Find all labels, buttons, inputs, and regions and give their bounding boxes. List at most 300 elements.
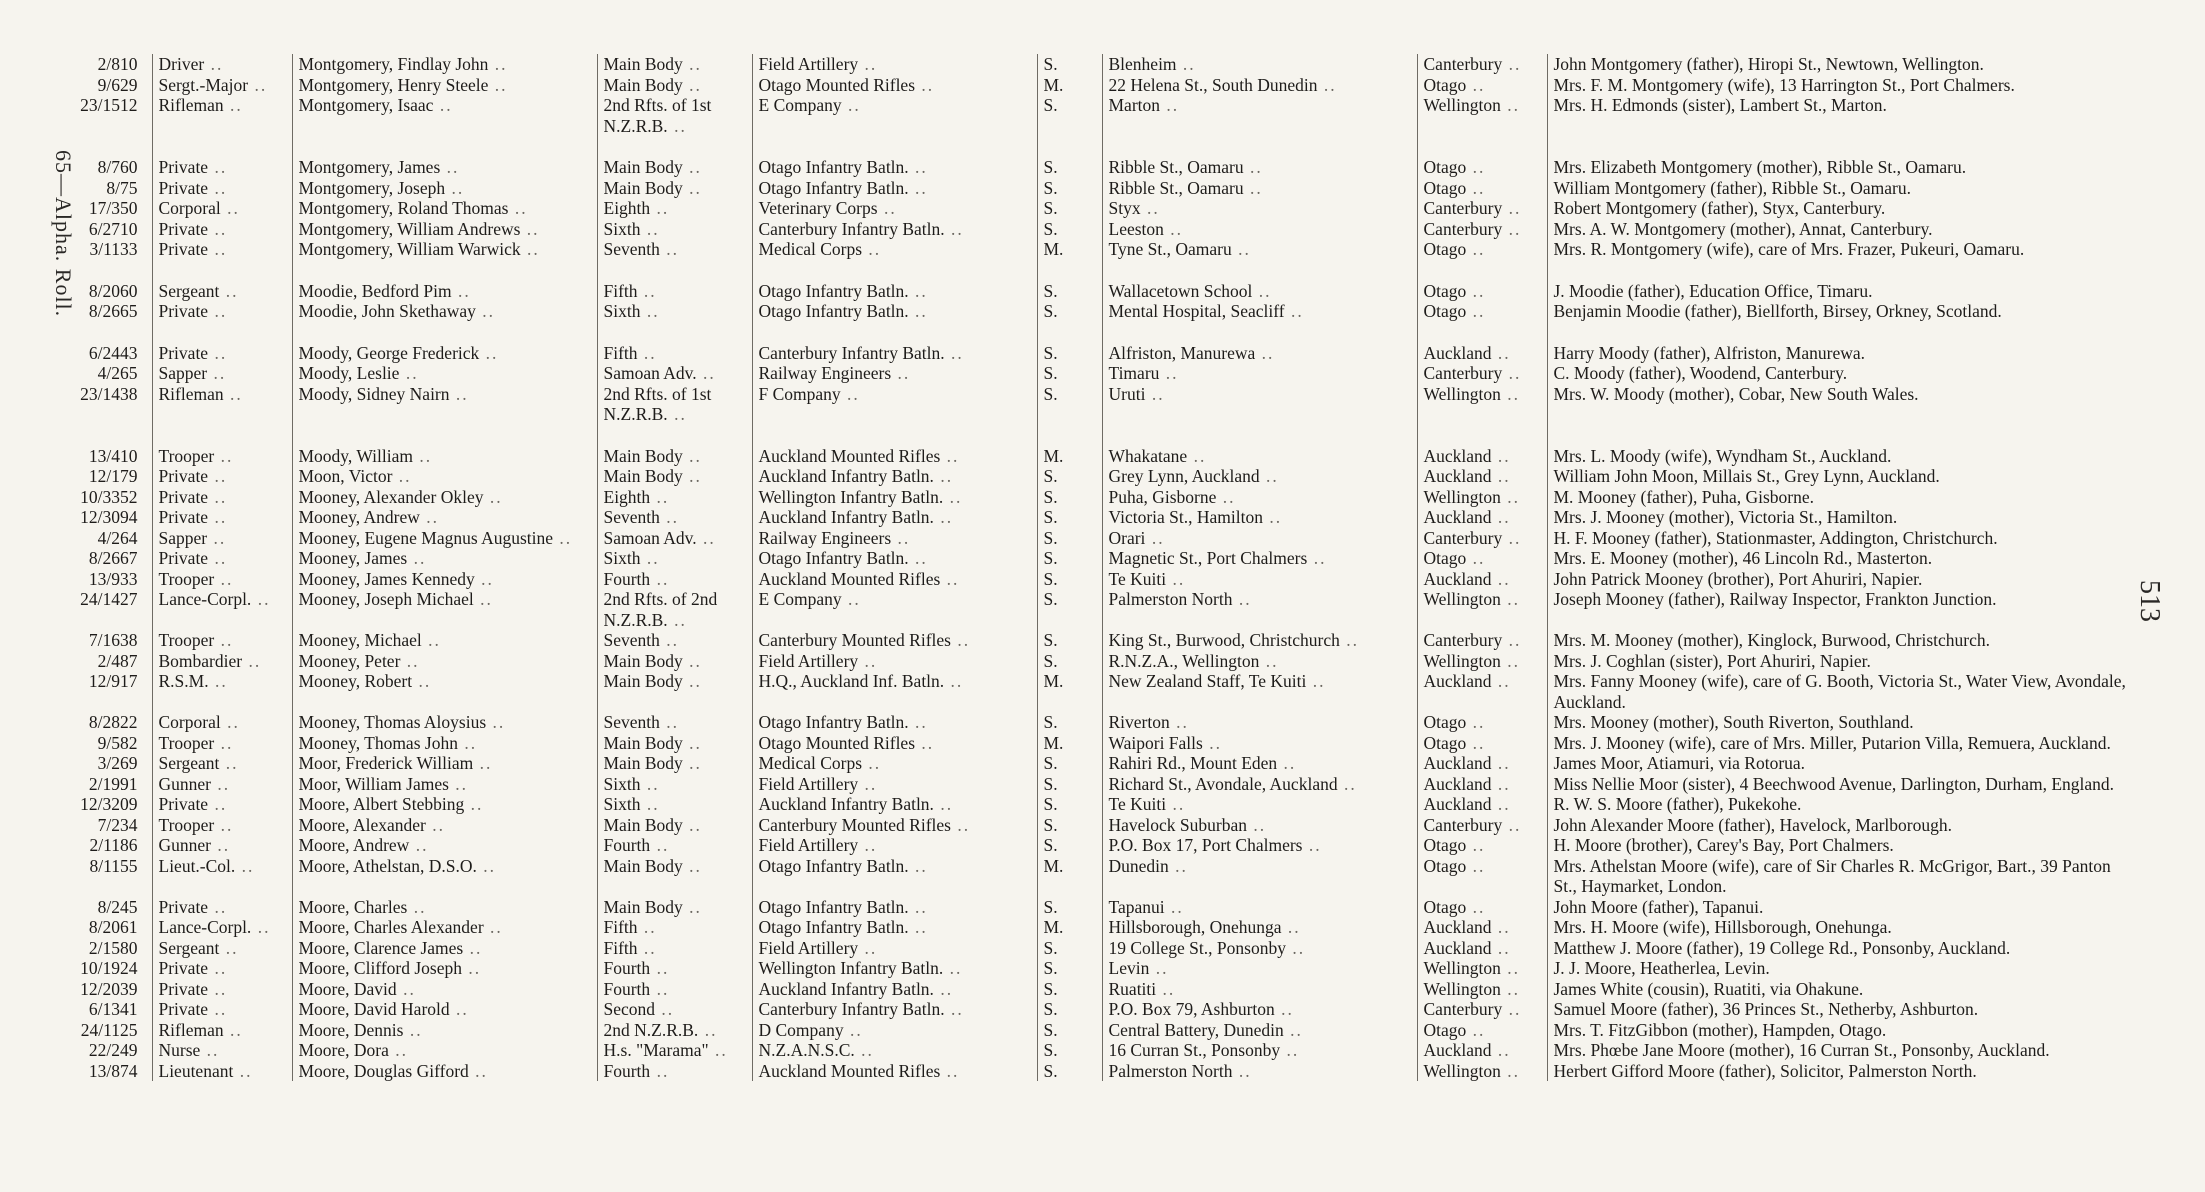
last-address-cell [1102, 1040, 1417, 1061]
rank-cell [152, 528, 292, 549]
rank-cell [152, 958, 292, 979]
last-address-cell [1102, 897, 1417, 918]
last-address-cell [1102, 54, 1417, 75]
next-of-kin: Miss Nellie Moor (sister), 4 Beechwood Avenue, Darlington, Durham, England. [1553, 773, 2115, 794]
regimental-number: 6/2443 [88, 342, 138, 363]
next-of-kin-cell [1547, 897, 2132, 918]
regimental-number-cell [72, 835, 152, 856]
leader-dots: .. [207, 363, 227, 383]
leader-dots: .. [843, 1019, 863, 1040]
leader-dots: .. [1339, 630, 1360, 650]
rank-cell [152, 301, 292, 322]
next-of-kin: Mrs. J. Mooney (wife), care of Mrs. Miller, Putarion Villa, Remuera, Auckland. [1553, 732, 2111, 753]
regimental-number-cell [72, 95, 152, 136]
unit-cell [752, 1040, 1037, 1061]
district: Otago [1423, 177, 1467, 198]
leader-dots: .. [637, 342, 657, 363]
leader-dots: .. [908, 177, 928, 198]
table-row [72, 917, 2132, 938]
district: Auckland [1423, 773, 1492, 794]
marital-status: S. [1043, 794, 1058, 814]
leader-dots: .. [214, 814, 234, 835]
leader-dots: .. [1277, 753, 1297, 773]
rank-cell [152, 938, 292, 959]
name: Mooney, Joseph Michael [298, 589, 474, 609]
unit-cell [752, 774, 1037, 795]
unit: Wellington Infantry Batln. [758, 486, 944, 507]
next-of-kin-cell [1547, 815, 2132, 836]
next-of-kin: Mrs. H. Moore (wife), Hillsborough, Onehunga. [1553, 917, 1892, 937]
name: Moore, Charles [298, 896, 408, 917]
leader-dots: .. [858, 937, 878, 958]
leader-dots: .. [449, 999, 469, 1019]
unit: Field Artillery [758, 937, 859, 958]
leader-dots: .. [208, 157, 228, 177]
leader-dots: .. [1500, 1060, 1520, 1081]
table-row [72, 589, 2132, 630]
name: Moody, William [298, 445, 414, 466]
draft-cell [597, 958, 752, 979]
marital-status: S. [1043, 712, 1058, 732]
leader-dots: .. [682, 732, 702, 753]
next-of-kin-cell [1547, 835, 2132, 856]
next-of-kin-cell [1547, 363, 2132, 384]
rank: Private [158, 239, 209, 259]
draft: Fourth [603, 1060, 651, 1081]
last-address: Mental Hospital, Seacliff [1108, 301, 1285, 321]
leader-dots: .. [650, 568, 670, 589]
name-cell [292, 794, 597, 815]
district-cell [1417, 466, 1547, 487]
next-of-kin: Mrs. R. Montgomery (wife), care of Mrs. Frazer, Pukeuri, Oamaru. [1553, 239, 2025, 259]
regimental-number: 8/1155 [89, 855, 138, 876]
draft: Seventh [603, 630, 660, 650]
next-of-kin-cell [1547, 487, 2132, 508]
district: Otago [1423, 712, 1467, 732]
regimental-number: 3/1133 [89, 239, 138, 259]
next-of-kin: H. F. Mooney (father), Stationmaster, Addington, Christchurch. [1553, 527, 1998, 548]
district: Canterbury [1423, 814, 1503, 835]
roll-table [72, 54, 2132, 1081]
unit-cell [752, 794, 1037, 815]
rank-cell [152, 363, 292, 384]
last-address-cell [1102, 487, 1417, 508]
last-address-cell [1102, 835, 1417, 856]
draft-cell [597, 733, 752, 754]
regimental-number: 12/3209 [80, 794, 138, 814]
leader-dots: .. [1466, 835, 1486, 855]
unit-cell [752, 999, 1037, 1020]
leader-dots: .. [413, 445, 433, 466]
district: Otago [1423, 280, 1467, 301]
draft-cell [597, 54, 752, 75]
unit: F Company [758, 383, 841, 404]
leader-dots: .. [650, 198, 670, 218]
last-address-cell [1102, 1020, 1417, 1041]
leader-dots: .. [223, 1019, 243, 1040]
leader-dots: .. [483, 917, 503, 937]
rank: Private [158, 958, 209, 978]
district-cell [1417, 75, 1547, 96]
leader-dots: .. [682, 814, 702, 835]
rank: Sergt.-Major [158, 74, 249, 95]
leader-dots: .. [1491, 671, 1511, 691]
regimental-number-cell [72, 733, 152, 754]
name-cell [292, 301, 597, 322]
last-address: Tapanui [1108, 896, 1165, 917]
leader-dots: .. [463, 937, 483, 958]
leader-dots: .. [696, 527, 716, 548]
next-of-kin: Joseph Mooney (father), Railway Inspector, Frankton Junction. [1553, 589, 1997, 609]
leader-dots: .. [637, 917, 657, 937]
leader-dots: .. [862, 753, 882, 773]
leader-dots: .. [1502, 218, 1522, 239]
leader-dots: .. [1491, 507, 1511, 527]
table-row [72, 528, 2132, 549]
next-of-kin: Mrs. A. W. Montgomery (mother), Annat, Canterbury. [1553, 218, 1933, 239]
table-row [72, 301, 2132, 322]
leader-dots: .. [682, 753, 702, 773]
next-of-kin: John Patrick Mooney (brother), Port Ahuriri, Napier. [1553, 568, 1923, 589]
leader-dots: .. [640, 218, 660, 239]
marital-status-cell [1037, 630, 1102, 651]
leader-dots: .. [210, 835, 231, 855]
marital-status: S. [1043, 1019, 1058, 1040]
leader-dots: .. [486, 712, 506, 732]
marital-status-cell [1037, 774, 1102, 795]
leader-dots: .. [940, 1060, 960, 1081]
leader-dots: .. [1285, 937, 1306, 958]
regimental-number-cell [72, 54, 152, 75]
unit: Otago Infantry Batln. [758, 301, 909, 321]
name-cell [292, 136, 597, 178]
leader-dots: .. [667, 609, 687, 630]
rank: Trooper [158, 814, 215, 835]
rank: Corporal [158, 712, 221, 732]
name: Mooney, Thomas John [298, 732, 458, 753]
draft: Seventh [603, 712, 660, 732]
rank-cell [152, 733, 292, 754]
leader-dots: .. [1502, 999, 1522, 1019]
regimental-number-cell [72, 548, 152, 569]
leader-dots: .. [1164, 896, 1184, 917]
marital-status-cell [1037, 198, 1102, 219]
last-address-cell [1102, 219, 1417, 240]
leader-dots: .. [208, 466, 228, 486]
name: Moore, Andrew [298, 835, 410, 855]
leader-dots: .. [407, 896, 427, 917]
regimental-number-cell [72, 917, 152, 938]
district: Wellington [1423, 650, 1501, 671]
regimental-number-cell [72, 958, 152, 979]
leader-dots: .. [248, 74, 268, 95]
next-of-kin: J. J. Moore, Heatherlea, Levin. [1553, 958, 1770, 978]
leader-dots: .. [1491, 937, 1511, 958]
rank-cell [152, 219, 292, 240]
marital-status-cell [1037, 733, 1102, 754]
regimental-number: 13/410 [88, 445, 138, 466]
unit-cell [752, 322, 1037, 364]
name: Mooney, Eugene Magnus Augustine [298, 527, 554, 548]
rank: Lieutenant [158, 1060, 234, 1081]
last-address: Blenheim [1108, 54, 1177, 74]
regimental-number: 22/249 [88, 1040, 138, 1060]
table-row [72, 466, 2132, 487]
leader-dots: .. [409, 835, 429, 855]
leader-dots: .. [488, 74, 508, 95]
district-cell [1417, 958, 1547, 979]
district: Auckland [1423, 937, 1492, 958]
district: Auckland [1423, 1040, 1492, 1060]
draft: Fourth [603, 978, 651, 999]
unit-cell [752, 630, 1037, 651]
last-address: 22 Helena St., South Dunedin [1108, 74, 1318, 95]
draft-cell [597, 136, 752, 178]
name: Montgomery, Henry Steele [298, 74, 489, 95]
leader-dots: .. [1500, 958, 1520, 978]
next-of-kin: William Montgomery (father), Ribble St., Oamaru. [1553, 177, 1911, 198]
marital-status-cell [1037, 1020, 1102, 1041]
draft: Main Body [603, 814, 683, 835]
unit-cell [752, 301, 1037, 322]
regimental-number-cell [72, 219, 152, 240]
district: Auckland [1423, 342, 1492, 363]
name: Mooney, Andrew [298, 507, 420, 527]
unit-cell [752, 507, 1037, 528]
last-address-cell [1102, 671, 1417, 712]
leader-dots: .. [1502, 198, 1522, 218]
district-cell [1417, 897, 1547, 918]
rank-cell [152, 999, 292, 1020]
leader-dots: .. [908, 896, 928, 917]
next-of-kin-cell [1547, 938, 2132, 959]
draft-cell [597, 178, 752, 199]
last-address-cell [1102, 917, 1417, 938]
draft: Main Body [603, 157, 683, 177]
rank: Rifleman [158, 383, 224, 404]
marital-status: M. [1043, 917, 1064, 937]
rank-cell [152, 753, 292, 774]
leader-dots: .. [891, 527, 911, 548]
unit: Auckland Infantry Batln. [758, 507, 934, 527]
last-address-cell [1102, 712, 1417, 733]
draft: Main Body [603, 650, 683, 671]
marital-status-cell [1037, 136, 1102, 178]
marital-status-cell [1037, 815, 1102, 836]
rank: Lance-Corpl. [158, 917, 252, 937]
unit: Canterbury Mounted Rifles [758, 630, 951, 650]
rank-cell [152, 54, 292, 75]
marital-status: S. [1043, 527, 1058, 548]
regimental-number: 10/1924 [80, 958, 138, 978]
last-address-cell [1102, 75, 1417, 96]
leader-dots: .. [1255, 342, 1275, 363]
next-of-kin: R. W. S. Moore (father), Pukekohe. [1553, 794, 1802, 814]
rank: Private [158, 978, 209, 999]
regimental-number: 24/1427 [80, 589, 138, 609]
rank: Rifleman [158, 1019, 224, 1040]
leader-dots: .. [1149, 958, 1169, 978]
marital-status: S. [1043, 835, 1058, 855]
regimental-number-cell [72, 589, 152, 630]
marital-status: S. [1043, 466, 1058, 486]
unit: Railway Engineers [758, 363, 892, 383]
name: Moore, Clarence James [298, 937, 464, 958]
name-cell [292, 958, 597, 979]
rank: Lieut.-Col. [158, 855, 236, 876]
last-address-cell [1102, 363, 1417, 384]
next-of-kin: Mrs. F. M. Montgomery (wife), 13 Harrington St., Port Chalmers. [1553, 74, 2015, 95]
leader-dots: .. [214, 445, 234, 466]
leader-dots: .. [1283, 1019, 1303, 1040]
marital-status-cell [1037, 794, 1102, 815]
leader-dots: .. [1306, 671, 1326, 691]
name-cell [292, 589, 597, 630]
leader-dots: .. [468, 1060, 488, 1081]
district: Canterbury [1423, 218, 1503, 239]
rank-cell [152, 897, 292, 918]
marital-status-cell [1037, 712, 1102, 733]
draft-cell [597, 425, 752, 467]
marital-status-cell [1037, 753, 1102, 774]
draft-cell [597, 1040, 752, 1061]
draft-cell [597, 260, 752, 302]
regimental-number-cell [72, 671, 152, 712]
district-cell [1417, 999, 1547, 1020]
next-of-kin: H. Moore (brother), Carey's Bay, Port Chalmers. [1553, 835, 1894, 855]
regimental-number-cell [72, 178, 152, 199]
rank: Private [158, 486, 209, 507]
next-of-kin: Robert Montgomery (father), Styx, Canterbury. [1553, 198, 1886, 218]
district: Otago [1423, 855, 1467, 876]
name: Mooney, James Kennedy [298, 568, 475, 589]
regimental-number: 3/269 [97, 753, 138, 773]
marital-status: S. [1043, 486, 1058, 507]
name: Mooney, Michael [298, 630, 422, 650]
unit: Auckland Mounted Rifles [758, 1060, 941, 1081]
name-cell [292, 384, 597, 425]
rank-cell [152, 917, 292, 938]
next-of-kin-cell [1547, 753, 2132, 774]
last-address: Victoria St., Hamilton [1108, 507, 1263, 527]
draft: Main Body [603, 732, 683, 753]
marital-status: S. [1043, 548, 1058, 568]
district-cell [1417, 589, 1547, 630]
last-address: Hillsborough, Onehunga [1108, 917, 1282, 937]
leader-dots: .. [421, 630, 441, 650]
table-row [72, 753, 2132, 774]
unit: E Company [758, 589, 842, 609]
last-address: Palmerston North [1108, 1060, 1233, 1081]
leader-dots: .. [1466, 74, 1486, 95]
regimental-number: 13/933 [88, 568, 138, 589]
draft: Main Body [603, 54, 683, 74]
leader-dots: .. [1502, 363, 1522, 383]
leader-dots: .. [891, 363, 911, 383]
district-cell [1417, 979, 1547, 1000]
name: Moore, Albert Stebbing [298, 794, 465, 814]
marital-status-cell [1037, 548, 1102, 569]
marital-status-cell [1037, 466, 1102, 487]
leader-dots: .. [1502, 814, 1522, 835]
name-cell [292, 322, 597, 364]
marital-status-cell [1037, 958, 1102, 979]
leader-dots: .. [445, 177, 465, 198]
unit-cell [752, 938, 1037, 959]
leader-dots: .. [1466, 712, 1486, 732]
draft-cell [597, 794, 752, 815]
regimental-number: 12/3094 [80, 507, 138, 527]
district-cell [1417, 384, 1547, 425]
name: Moor, William James [298, 773, 449, 794]
name-cell [292, 260, 597, 302]
leader-dots: .. [1145, 383, 1165, 404]
regimental-number: 8/2822 [88, 712, 138, 732]
regimental-number-cell [72, 487, 152, 508]
leader-dots: .. [640, 548, 660, 568]
district: Otago [1423, 896, 1467, 917]
regimental-number-cell [72, 136, 152, 178]
regimental-number-cell [72, 753, 152, 774]
leader-dots: .. [1491, 917, 1511, 937]
rank: Trooper [158, 568, 215, 589]
name-cell [292, 856, 597, 897]
leader-dots: .. [1243, 157, 1263, 177]
leader-dots: .. [1500, 650, 1520, 671]
name: Montgomery, William Andrews [298, 218, 521, 239]
name: Mooney, Robert [298, 671, 413, 691]
draft-cell [597, 363, 752, 384]
unit: D Company [758, 1019, 844, 1040]
leader-dots: .. [1491, 753, 1511, 773]
regimental-number-cell [72, 1061, 152, 1082]
name-cell [292, 835, 597, 856]
leader-dots: .. [392, 466, 412, 486]
next-of-kin: Mrs. J. Mooney (mother), Victoria St., Hamilton. [1553, 507, 1898, 527]
unit-cell [752, 75, 1037, 96]
last-address: Uruti [1108, 383, 1146, 404]
marital-status-cell [1037, 95, 1102, 136]
name: Moore, Douglas Gifford [298, 1060, 469, 1081]
draft: Fourth [603, 958, 651, 978]
draft-cell [597, 774, 752, 795]
leader-dots: .. [841, 95, 861, 115]
next-of-kin-cell [1547, 239, 2132, 260]
next-of-kin: Mrs. Athelstan Moore (wife), care of Sir Charles R. McGrigor, Bart., 39 Panton St., Haymarket, London. [1553, 855, 2111, 896]
unit-cell [752, 466, 1037, 487]
marital-status-cell [1037, 239, 1102, 260]
name: Moor, Frederick William [298, 753, 474, 773]
next-of-kin-cell [1547, 774, 2132, 795]
leader-dots: .. [219, 937, 239, 958]
unit-cell [752, 528, 1037, 549]
leader-dots: .. [464, 794, 484, 814]
district-cell [1417, 136, 1547, 178]
table-row [72, 95, 2132, 136]
draft-cell [597, 487, 752, 508]
last-address-cell [1102, 651, 1417, 672]
marital-status: S. [1043, 301, 1058, 321]
leader-dots: .. [1500, 978, 1520, 999]
district: Wellington [1423, 958, 1501, 978]
marital-status-cell [1037, 856, 1102, 897]
next-of-kin: Harry Moody (father), Alfriston, Manurewa. [1553, 342, 1866, 363]
rank-cell [152, 548, 292, 569]
table-row [72, 136, 2132, 178]
regimental-number-cell [72, 774, 152, 795]
district-cell [1417, 239, 1547, 260]
rank: Private [158, 999, 209, 1019]
